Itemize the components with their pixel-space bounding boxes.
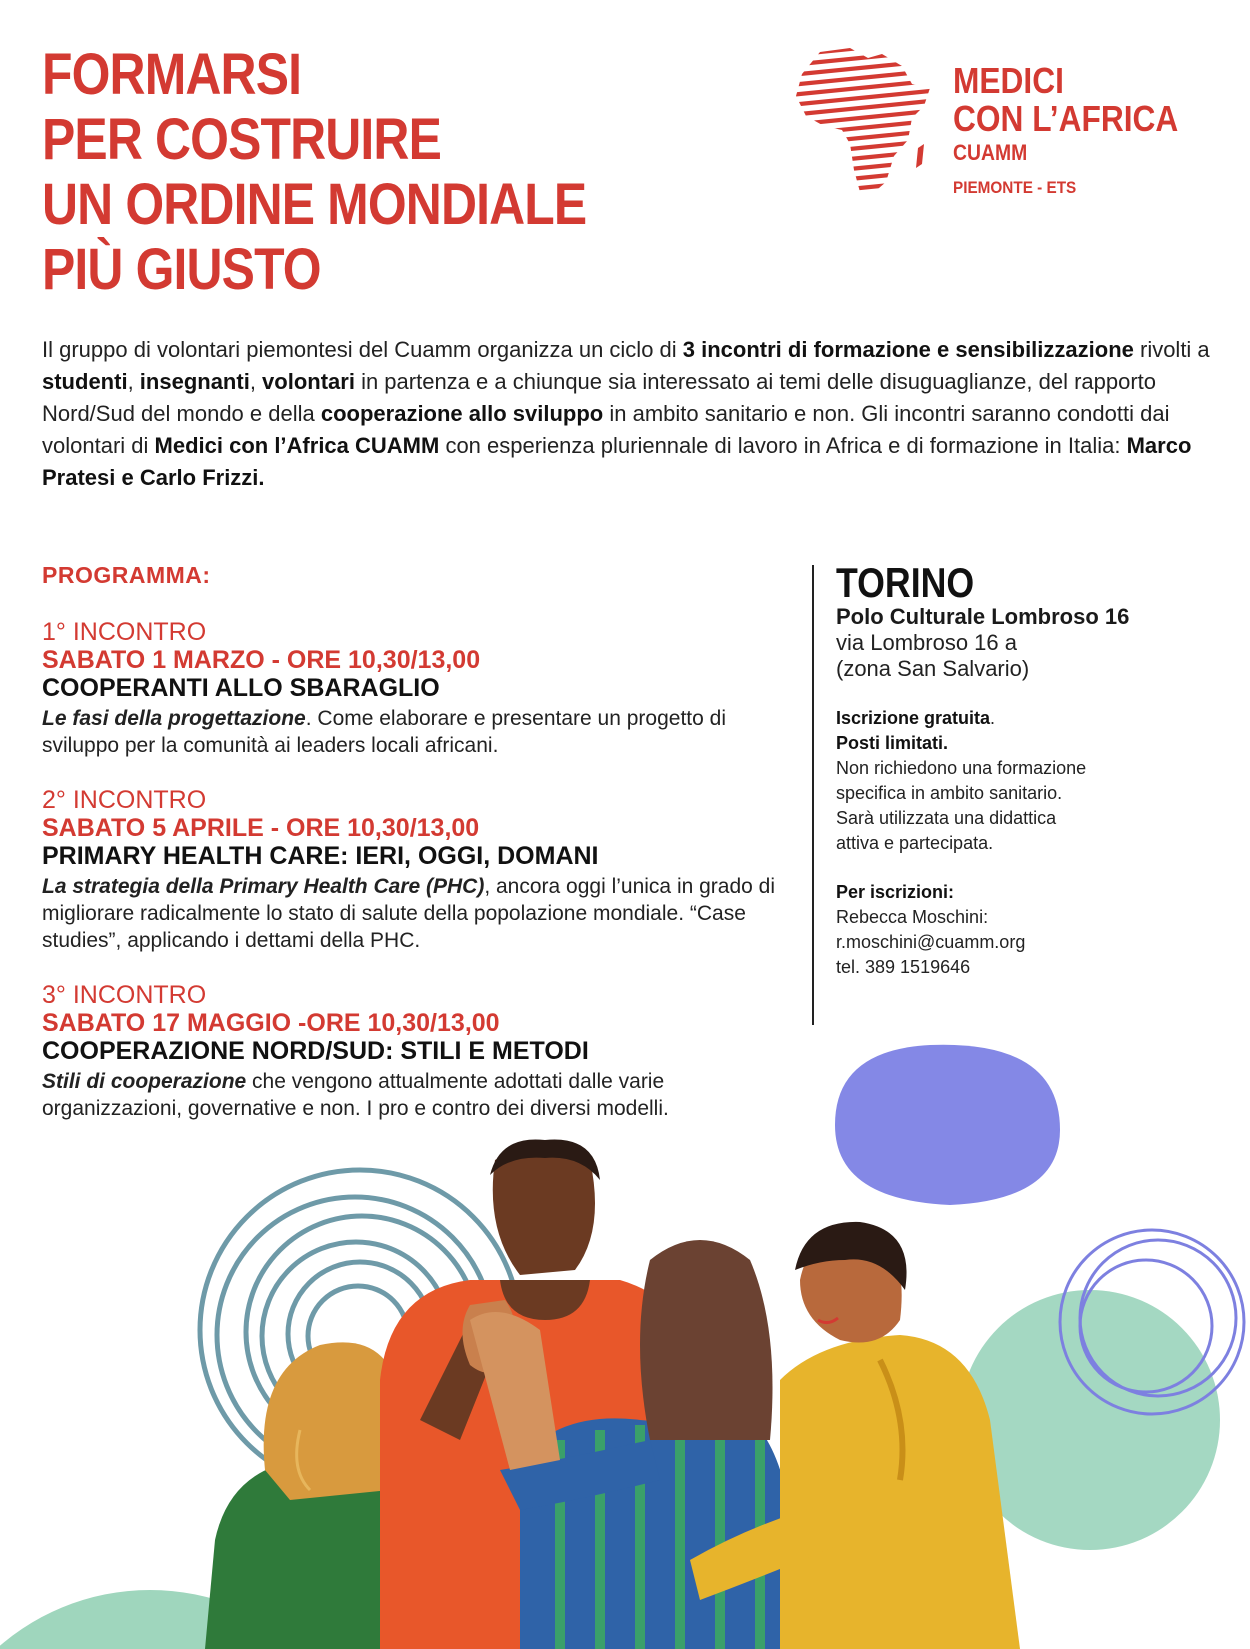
- intro-highlight: cooperazione allo sviluppo: [320, 401, 604, 426]
- title-line-3: UN ORDINE MONDIALE: [42, 172, 587, 237]
- meeting-desc-text: . Come elaborare e presentare un progetto di sviluppo per la comunità ai leaders locali africani.: [42, 707, 726, 757]
- meeting-1: [42, 619, 802, 759]
- venue-address: via Lombroso 16 a: [836, 630, 1017, 655]
- title-line-1: FORMARSI: [42, 42, 302, 107]
- intro-highlight: 3 incontri di formazione e sensibilizzazione: [682, 337, 1134, 362]
- people-hugging-illustration: [0, 1040, 1250, 1649]
- meeting-title: PRIMARY HEALTH CARE: IERI, OGGI, DOMANI: [42, 842, 599, 870]
- venue-name: Polo Culturale Lombroso 16: [836, 604, 1130, 629]
- meeting-description: [42, 873, 802, 954]
- intro-highlight: Marco Pratesi e Carlo Frizzi.: [42, 433, 1192, 490]
- meeting-date: SABATO 5 APRILE - ORE 10,30/13,00: [42, 814, 480, 842]
- note-line: Non richiedono una formazione: [836, 758, 1087, 778]
- meeting-2: [42, 787, 802, 954]
- intro-text: Il gruppo di volontari piemontesi del Cuamm organizza un ciclo di: [42, 337, 683, 362]
- africa-map-icon: [790, 44, 935, 199]
- program-heading: PROGRAMMA:: [42, 562, 211, 588]
- intro-highlight: studenti: [42, 369, 128, 394]
- title-line-2: PER COSTRUIRE: [42, 107, 441, 172]
- meeting-desc-text: , ancora oggi l’unica in grado di migliorare radicalmente lo stato di salute della popolazione mondiale. “Case studies”, applicando i dettami della PHC.: [42, 875, 776, 952]
- intro-text: in ambito sanitario e non. Gli incontri saranno condotti dai volontari di: [42, 401, 1170, 458]
- meeting-date: SABATO 1 MARZO - ORE 10,30/13,00: [42, 646, 481, 674]
- intro-text: in partenza e a chiunque sia interessato ai temi delle disuguaglianze, del rapporto Nord/Sud del mondo e della: [42, 369, 1157, 426]
- intro-highlight: insegnanti: [139, 369, 250, 394]
- logo-line-cuamm: CUAMM: [953, 140, 1028, 165]
- venue-sidebar: [836, 559, 1236, 980]
- meeting-desc-highlight: La strategia della Primary Health Care (PHC): [42, 875, 485, 898]
- intro-text: ,: [249, 369, 263, 394]
- page-title: [42, 42, 586, 302]
- meeting-number: 1° INCONTRO: [42, 618, 207, 646]
- intro-highlight: volontari: [262, 369, 355, 394]
- note-line: specifica in ambito sanitario.: [836, 783, 1063, 803]
- logo-line-region: PIEMONTE - ETS: [953, 178, 1077, 197]
- contact-info: [836, 880, 1236, 980]
- logo-wordmark: [953, 62, 1209, 198]
- meeting-description: [42, 705, 802, 759]
- registration-info: [836, 706, 1236, 856]
- venue-zone: (zona San Salvario): [836, 656, 1030, 681]
- sidebar-divider: [812, 565, 814, 1025]
- free-registration: [836, 706, 1236, 731]
- meeting-desc-highlight: Stili di cooperazione: [42, 1070, 247, 1093]
- intro-highlight: Medici con l’Africa CUAMM: [154, 433, 440, 458]
- meeting-number: 2° INCONTRO: [42, 786, 207, 814]
- meeting-number: 3° INCONTRO: [42, 981, 207, 1009]
- contact-name: Rebecca Moschini:: [836, 907, 989, 927]
- limited-seats: Posti limitati.: [836, 733, 949, 753]
- meeting-date: SABATO 17 MAGGIO -ORE 10,30/13,00: [42, 1009, 500, 1037]
- meeting-title: COOPERAZIONE NORD/SUD: STILI E METODI: [42, 1037, 589, 1065]
- free-registration-dot: .: [990, 708, 996, 728]
- contact-email[interactable]: r.moschini@cuamm.org: [836, 932, 1026, 952]
- intro-paragraph: [42, 334, 1212, 494]
- meeting-desc-highlight: Le fasi della progettazione: [42, 707, 306, 730]
- intro-text: ,: [127, 369, 140, 394]
- meeting-desc-text: che vengono attualmente adottati dalle varie organizzazioni, governative e non. I pro e contro dei diversi modelli.: [42, 1070, 669, 1120]
- title-line-4: PIÙ GIUSTO: [42, 237, 321, 302]
- intro-text: con esperienza pluriennale di lavoro in Africa e di formazione in Italia:: [439, 433, 1127, 458]
- meeting-title: COOPERANTI ALLO SBARAGLIO: [42, 674, 440, 702]
- purple-blob: [835, 1045, 1060, 1205]
- logo-line-africa: CON L’AFRICA: [953, 98, 1179, 139]
- free-registration-label: Iscrizione gratuita: [836, 708, 991, 728]
- note-line: Sarà utilizzata una didattica: [836, 808, 1057, 828]
- intro-text: rivolti a: [1133, 337, 1210, 362]
- note-line: attiva e partecipata.: [836, 833, 994, 853]
- cuamm-logo: [790, 44, 1220, 214]
- contact-heading: Per iscrizioni:: [836, 882, 955, 902]
- city-name: TORINO: [836, 559, 975, 606]
- contact-phone[interactable]: tel. 389 1519646: [836, 957, 971, 977]
- logo-line-medici: MEDICI: [953, 60, 1064, 101]
